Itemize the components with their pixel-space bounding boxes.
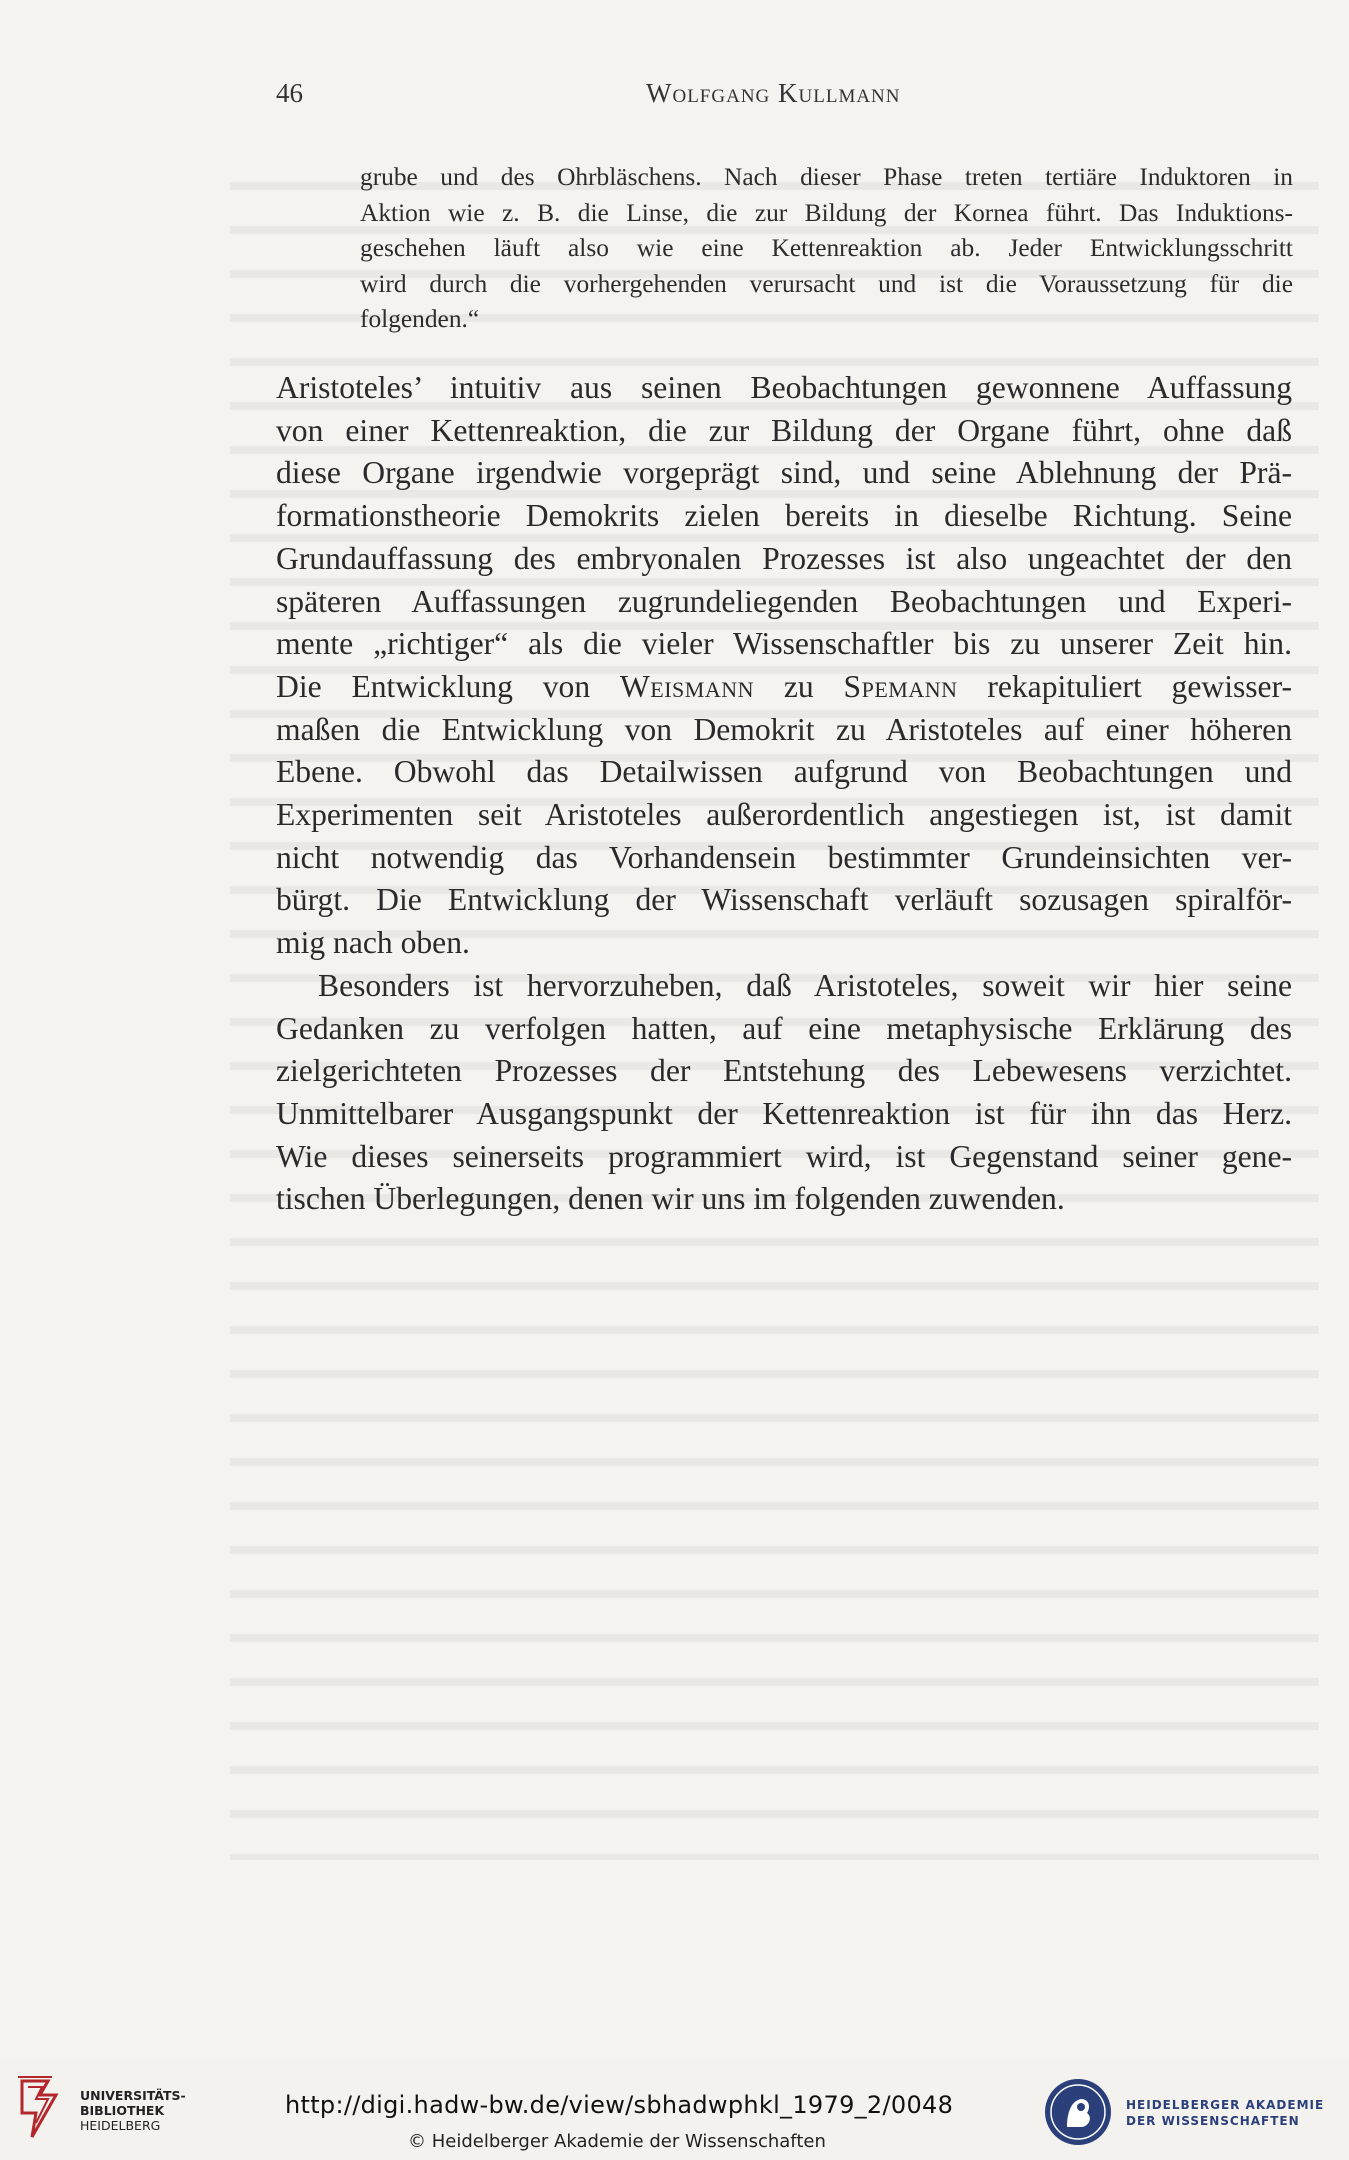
academy-name <box>1126 2097 1324 2129</box>
text-line: maßen die Entwicklung von Demokrit zu Aristoteles auf einer höheren <box>276 711 1292 747</box>
text-line: Wie dieses seinerseits programmiert wird, ist Gegenstand seiner gene- <box>276 1138 1292 1174</box>
academy-seal-icon <box>1043 2077 1113 2147</box>
text-line: nicht notwendig das Vorhandensein bestimmter Grundeinsichten ver- <box>276 839 1292 875</box>
quote-line: wird durch die vorhergehenden verursacht und ist die Voraussetzung für die <box>360 269 1293 298</box>
paragraph-2 <box>276 965 1292 1221</box>
quote-line: grube und des Ohrbläschens. Nach dieser Phase treten tertiäre Induktoren in <box>360 163 1293 191</box>
university-library-name <box>80 2088 186 2133</box>
running-head-author: Wolfgang Kullmann <box>646 78 901 108</box>
text-line: diese Organe irgendwie vorgeprägt sind, und seine Ablehnung der Prä- <box>276 455 1292 491</box>
text-line: Experimenten seit Aristoteles außerordentlich angestiegen ist, ist damit <box>276 797 1292 833</box>
quote-line: Aktion wie z. B. die Linse, die zur Bildung der Kornea führt. Das Induktions- <box>360 198 1293 227</box>
university-library-logo-icon <box>14 2073 76 2145</box>
library-name-line: HEIDELBERG <box>80 2118 161 2133</box>
block-quote <box>360 160 1293 338</box>
academy-name-line: HEIDELBERGER AKADEMIE <box>1126 2098 1325 2112</box>
text-line: Grundauffassung des embryonalen Prozesses ist also ungeachtet der den <box>276 540 1292 576</box>
paragraph-1 <box>276 367 1292 965</box>
text-line: mig nach oben. <box>276 925 470 961</box>
library-name-line: BIBLIOTHEK <box>80 2103 165 2118</box>
text-line: zielgerichteten Prozesses der Entstehung des Lebewesens verzichtet. <box>276 1053 1292 1089</box>
text-fragment: Die Entwicklung von <box>276 668 620 704</box>
text-line: von einer Kettenreaktion, die zur Bildung der Organe führt, ohne daß <box>276 412 1292 448</box>
quote-line: geschehen läuft also wie eine Kettenreaktion ab. Jeder Entwicklungsschritt <box>360 234 1293 263</box>
person-name-weismann: Weismann <box>619 668 755 704</box>
text-line: tischen Überlegungen, denen wir uns im folgenden zuwenden. <box>276 1181 1065 1217</box>
text-line <box>276 666 1292 709</box>
text-line: bürgt. Die Entwicklung der Wissenschaft verläuft sozusagen spiralför- <box>276 882 1292 918</box>
person-name-spemann: Spemann <box>843 668 958 704</box>
text-line: formationstheorie Demokrits zielen bereits in dieselbe Richtung. Seine <box>276 498 1292 534</box>
text-line: mente „richtiger“ als die vieler Wissenschaftler bis zu unserer Zeit hin. <box>276 626 1292 662</box>
text-line: Besonders ist hervorzuheben, daß Aristoteles, soweit wir hier seine <box>318 967 1292 1003</box>
main-text <box>276 367 1292 1221</box>
text-line: Ebene. Obwohl das Detailwissen aufgrund von Beobachtungen und <box>276 754 1292 790</box>
permalink-url[interactable]: http://digi.hadw-bw.de/view/sbhadwphkl_1979_2/0048 <box>285 2091 954 2119</box>
text-line: Aristoteles’ intuitiv aus seinen Beobachtungen gewonnene Auffassung <box>276 370 1292 405</box>
copyright-notice: © Heidelberger Akademie der Wissenschaften <box>408 2131 826 2152</box>
library-name-line: UNIVERSITÄTS- <box>80 2088 186 2103</box>
text-line: späteren Auffassungen zugrundeliegenden Beobachtungen und Experi- <box>276 583 1292 619</box>
text-line: Gedanken zu verfolgen hatten, auf eine metaphysische Erklärung des <box>276 1010 1292 1046</box>
text-fragment: rekapituliert gewisser- <box>957 668 1292 704</box>
academy-name-line: DER WISSENSCHAFTEN <box>1126 2114 1300 2128</box>
text-line: Unmittelbarer Ausgangspunkt der Kettenreaktion ist für ihn das Herz. <box>276 1095 1292 1131</box>
quote-line: folgenden.“ <box>360 305 480 334</box>
page-number: 46 <box>276 78 303 108</box>
text-fragment: zu <box>754 668 844 704</box>
